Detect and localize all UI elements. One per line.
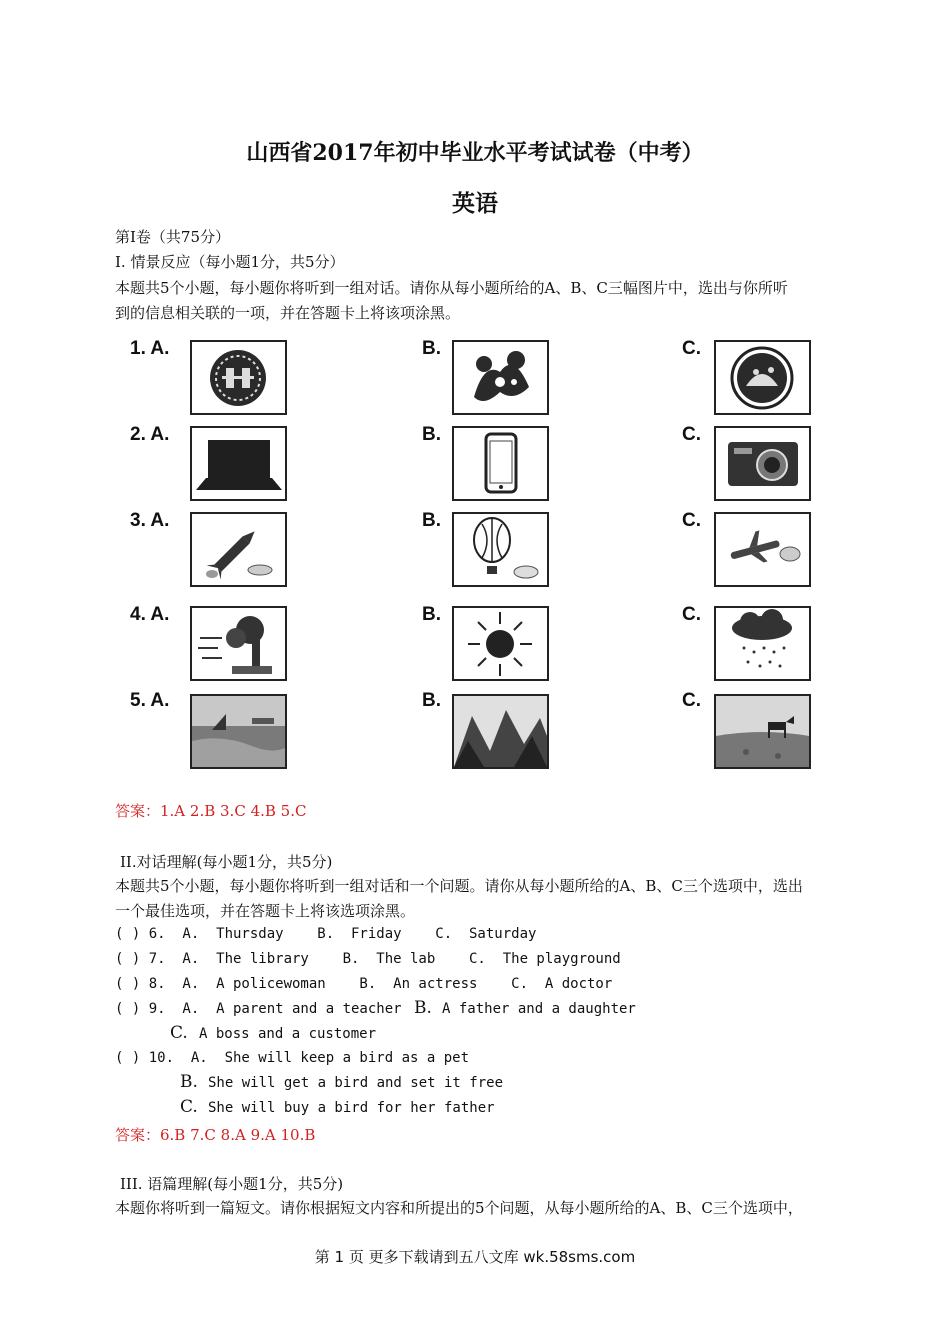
section2-instruction: 本题共5个小题，每小题你将听到一组对话和一个问题。请你从每小题所给的A、B、C三个选项中，选出 xyxy=(115,877,803,895)
section2-heading: II.对话理解(每小题1分，共5分) xyxy=(120,853,333,871)
q1-option-c-image[interactable] xyxy=(714,340,811,415)
question-8: ( ) 8. A. A policewoman B. An actress C. A doctor xyxy=(115,976,613,992)
q5-label: 5. A. xyxy=(130,690,170,711)
q9-option-b-letter: B. xyxy=(414,998,432,1018)
q9-option-c-letter: C. xyxy=(170,1023,188,1043)
q10-option-c: She will buy a bird for her father xyxy=(208,1100,495,1116)
section2-instruction-cont: 一个最佳选项，并在答题卡上将该选项涂黑。 xyxy=(115,902,416,920)
q5-option-c-label: C. xyxy=(682,690,701,711)
section1-answer: 答案：1.A 2.B 3.C 4.B 5.C xyxy=(115,802,307,820)
q10-option-c-letter: C. xyxy=(180,1097,198,1117)
q5-option-a-image[interactable] xyxy=(190,694,287,769)
grassland-horse-icon xyxy=(716,696,809,767)
papercut-flower-icon xyxy=(454,342,547,413)
question-7: ( ) 7. A. The library B. The lab C. The playground xyxy=(115,951,621,967)
q4-option-a-image[interactable] xyxy=(190,606,287,681)
page-footer: 第 1 页 更多下载请到五八文库 wk.58sms.com xyxy=(314,1248,636,1266)
question-9: ( ) 9. A. A parent and a teacher xyxy=(115,1001,402,1017)
q5-option-c-image[interactable] xyxy=(714,694,811,769)
section1-instruction: 本题共5个小题，每小题你将听到一组对话。请你从每小题所给的A、B、C三幅图片中，选出与你所听 xyxy=(115,279,788,297)
exam-title: 山西省2017年初中毕业水平考试试卷（中考） xyxy=(246,140,704,166)
q1-option-b-image[interactable] xyxy=(452,340,549,415)
mountains-icon xyxy=(454,696,547,767)
q2-option-b-label: B. xyxy=(422,424,441,445)
q1-option-c-label: C. xyxy=(682,338,701,359)
q10-option-b-letter: B. xyxy=(180,1072,198,1092)
smartphone-icon xyxy=(454,428,547,499)
hot-air-balloon-icon xyxy=(454,514,547,585)
q3-option-b-label: B. xyxy=(422,510,441,531)
q9-option-c: A boss and a customer xyxy=(199,1026,377,1042)
section1-instruction-cont: 到的信息相关联的一项，并在答题卡上将该项涂黑。 xyxy=(115,304,461,322)
section1-heading: I. 情景反应（每小题1分，共5分） xyxy=(115,253,345,271)
q1-option-a-image[interactable] xyxy=(190,340,287,415)
q2-option-a-image[interactable] xyxy=(190,426,287,501)
q3-option-c-label: C. xyxy=(682,510,701,531)
section3-heading: III. 语篇理解(每小题1分，共5分) xyxy=(120,1175,344,1193)
q2-option-b-image[interactable] xyxy=(452,426,549,501)
q5-option-b-label: B. xyxy=(422,690,441,711)
q3-label: 3. A. xyxy=(130,510,170,531)
q3-option-a-image[interactable] xyxy=(190,512,287,587)
papercut-bird-circle-icon xyxy=(716,342,809,413)
q1-option-b-label: B. xyxy=(422,338,441,359)
plane-icon xyxy=(716,514,809,585)
section2-answer: 答案：6.B 7.C 8.A 9.A 10.B xyxy=(115,1126,316,1144)
q4-option-c-label: C. xyxy=(682,604,701,625)
volume-label: 第I卷（共75分） xyxy=(115,228,231,246)
subject-title: 英语 xyxy=(452,190,498,217)
q3-option-b-image[interactable] xyxy=(452,512,549,587)
q2-option-c-image[interactable] xyxy=(714,426,811,501)
camera-icon xyxy=(716,428,809,499)
q9-option-b: A father and a daughter xyxy=(442,1001,636,1017)
section3-instruction: 本题你将听到一篇短文。请你根据短文内容和所提出的5个问题，从每小题所给的A、B、C三个选项中， xyxy=(115,1199,803,1217)
question-10: ( ) 10. A. She will keep a bird as a pet xyxy=(115,1050,470,1066)
q4-option-b-label: B. xyxy=(422,604,441,625)
q4-option-b-image[interactable] xyxy=(452,606,549,681)
papercut-round-icon xyxy=(192,342,285,413)
beach-boat-icon xyxy=(192,696,285,767)
q5-option-b-image[interactable] xyxy=(452,694,549,769)
rain-cloud-icon xyxy=(716,608,809,679)
q2-label: 2. A. xyxy=(130,424,170,445)
sun-icon xyxy=(454,608,547,679)
rocket-icon xyxy=(192,514,285,585)
laptop-icon xyxy=(192,428,285,499)
q2-option-c-label: C. xyxy=(682,424,701,445)
q3-option-c-image[interactable] xyxy=(714,512,811,587)
windy-tree-icon xyxy=(192,608,285,679)
q1-label: 1. A. xyxy=(130,338,170,359)
question-6: ( ) 6. A. Thursday B. Friday C. Saturday xyxy=(115,926,537,942)
q10-option-b: She will get a bird and set it free xyxy=(208,1075,504,1091)
q4-label: 4. A. xyxy=(130,604,170,625)
q4-option-c-image[interactable] xyxy=(714,606,811,681)
